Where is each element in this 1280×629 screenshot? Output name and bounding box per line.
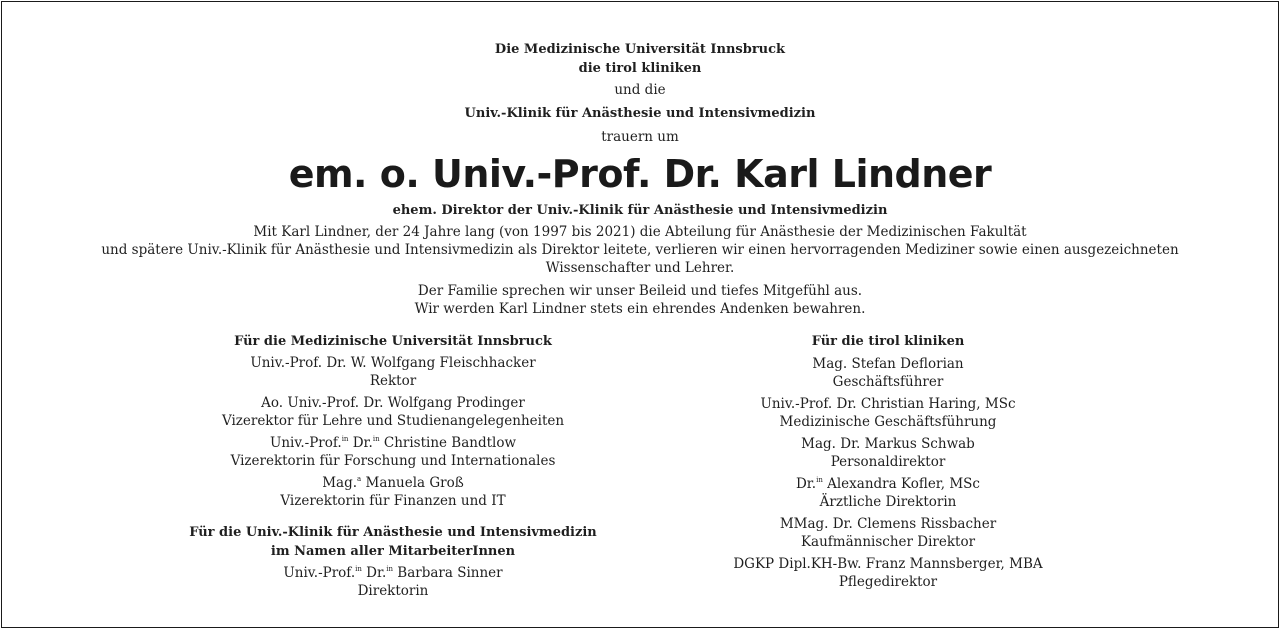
paragraph-1-line-2: und spätere Univ.-Klinik für Anästhesie und Intensivmedizin als Direktor leitete, verlieren wir einen hervorragenden Mediziner sowie einen ausgezeichneten <box>101 242 1179 258</box>
signatory-title: Medizinische Geschäftsführung <box>779 414 997 430</box>
paragraph-2-line-1: Der Familie sprechen wir unser Beileid und tiefes Mitgefühl aus. <box>417 283 863 299</box>
header-und-die: und die <box>614 82 666 98</box>
signatory-name: Mag.$^a$ Manuela Groß <box>322 475 464 491</box>
signatory <box>638 355 1138 391</box>
signatory-name: Univ.-Prof. Dr. W. Wolfgang Fleischhacker <box>250 355 536 371</box>
signatory-name: Univ.-Prof.$^{in}$ Dr.$^{in}$ Christine Bandtlow <box>269 435 517 451</box>
signatory-title: Pflegedirektor <box>838 574 938 590</box>
header-trauern-um: trauern um <box>601 129 679 145</box>
signatory <box>143 394 643 430</box>
signatory-name: Dr.$^{in}$ Alexandra Kofler, MSc <box>795 476 980 492</box>
deceased-name: em. o. Univ.-Prof. Dr. Karl Lindner <box>288 152 992 196</box>
signatory-name: DGKP Dipl.KH-Bw. Franz Mannsberger, MBA <box>733 556 1043 572</box>
clinic-heading-line-2: im Namen aller MitarbeiterInnen <box>270 544 516 559</box>
signatory <box>638 555 1138 591</box>
right-signatories-column <box>638 332 1138 591</box>
signatory-title: Vizerektorin für Forschung und Internationales <box>230 453 556 469</box>
left-column-heading: Für die Medizinische Universität Innsbruck <box>234 334 552 349</box>
signatory-title: Direktorin <box>357 583 429 599</box>
signatory-name: Mag. Stefan Deflorian <box>812 356 964 372</box>
header-university: Die Medizinische Universität Innsbruck <box>494 42 786 57</box>
paragraph-2-line-2: Wir werden Karl Lindner stets ein ehrendes Andenken bewahren. <box>414 301 866 317</box>
signatory <box>143 354 643 390</box>
signatory <box>638 515 1138 551</box>
signatory-title: Personaldirektor <box>830 454 946 470</box>
signatory-name: Univ.-Prof.$^{in}$ Dr.$^{in}$ Barbara Sinner <box>283 565 503 581</box>
signatory-name: Mag. Dr. Markus Schwab <box>801 436 975 452</box>
right-column-heading: Für die tirol kliniken <box>811 334 965 349</box>
signatory <box>143 564 643 600</box>
obituary-notice <box>1 1 1279 628</box>
signatory <box>638 395 1138 431</box>
signatory-title: Vizerektorin für Finanzen und IT <box>280 493 506 509</box>
signatory <box>143 434 643 470</box>
signatory-name: MMag. Dr. Clemens Rissbacher <box>779 516 997 532</box>
signatory-title: Geschäftsführer <box>832 374 944 390</box>
paragraph-1-line-1: Mit Karl Lindner, der 24 Jahre lang (von 1997 bis 2021) die Abteilung für Anästhesie der Medizinischen Fakultät <box>253 224 1027 240</box>
left-signatories-column <box>143 332 643 600</box>
signatory <box>638 475 1138 511</box>
clinic-heading-line-1: Für die Univ.-Klinik für Anästhesie und Intensivmedizin <box>189 525 597 540</box>
paragraph-1-line-3: Wissenschafter und Lehrer. <box>545 260 735 276</box>
signatory-title: Rektor <box>369 373 417 389</box>
signatory-title: Ärztliche Direktorin <box>819 494 957 510</box>
header-tirol-kliniken: die tirol kliniken <box>578 61 702 76</box>
header-clinic: Univ.-Klinik für Anästhesie und Intensivmedizin <box>464 106 816 121</box>
signatory-name: Ao. Univ.-Prof. Dr. Wolfgang Prodinger <box>261 395 525 411</box>
signatory <box>143 474 643 510</box>
signatory-name: Univ.-Prof. Dr. Christian Haring, MSc <box>760 396 1016 412</box>
signatory-title: Vizerektor für Lehre und Studienangelegenheiten <box>221 413 565 429</box>
deceased-role: ehem. Direktor der Univ.-Klinik für Anästhesie und Intensivmedizin <box>392 203 888 218</box>
signatory <box>638 435 1138 471</box>
signatory-title: Kaufmännischer Direktor <box>800 534 976 550</box>
